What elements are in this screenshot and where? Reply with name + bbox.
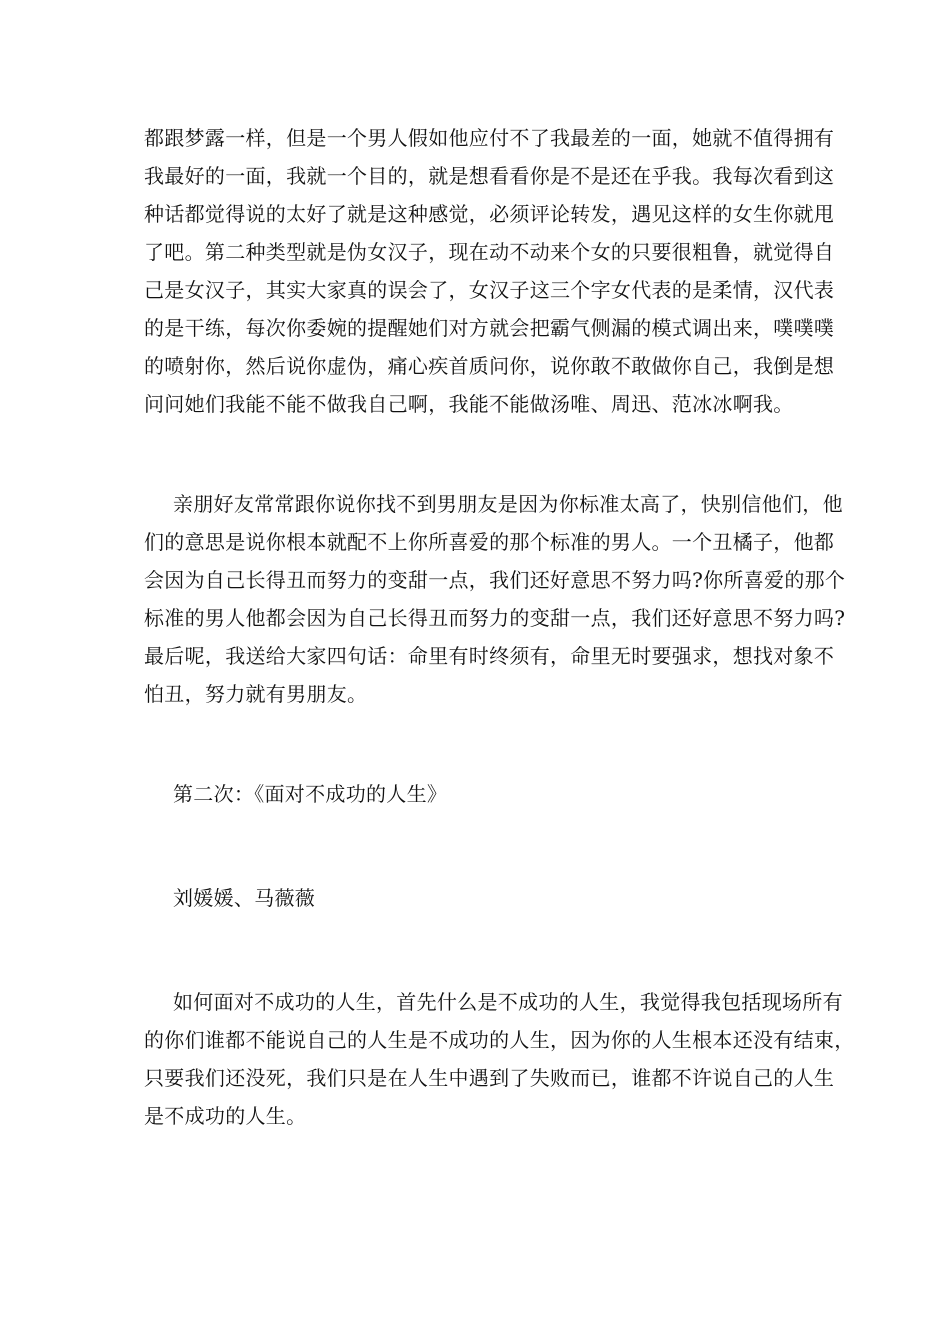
authors-line: 刘媛媛、马薇薇 [173,886,316,910]
text-line: 最后呢，我送给大家四句话：命里有时终须有，命里无时要强求，想找对象不 [144,644,835,668]
text-line: 种话都觉得说的太好了就是这种感觉，必须评论转发，遇见这样的女生你就甩 [144,202,835,226]
section-heading: 第二次：《面对不成功的人生》 [173,782,448,806]
text-line: 的你们谁都不能说自己的人生是不成功的人生，因为你的人生根本还没有结束， [144,1028,855,1052]
text-line: 只要我们还没死，我们只是在人生中遇到了失败而已，谁都不许说自己的人生 [144,1066,835,1090]
text-line: 如何面对不成功的人生，首先什么是不成功的人生，我觉得我包括现场所有 [173,990,843,1014]
text-line: 是不成功的人生。 [144,1104,307,1128]
text-line: 的喷射你，然后说你虚伪，痛心疾首质问你，说你敢不敢做你自己，我倒是想 [144,354,835,378]
text-line: 己是女汉子，其实大家真的误会了，女汉子这三个字女代表的是柔情，汉代表 [144,278,835,302]
text-line: 们的意思是说你根本就配不上你所喜爱的那个标准的男人。一个丑橘子，他都 [144,530,835,554]
text-line: 了吧。第二种类型就是伪女汉子，现在动不动来个女的只要很粗鲁，就觉得自 [144,240,835,264]
text-line: 都跟梦露一样，但是一个男人假如他应付不了我最差的一面，她就不值得拥有 [144,126,835,150]
text-line: 我最好的一面，我就一个目的，就是想看看你是不是还在乎我。我每次看到这 [144,164,835,188]
text-line: 标准的男人他都会因为自己长得丑而努力的变甜一点，我们还好意思不努力吗? [144,606,846,630]
text-line: 会因为自己长得丑而努力的变甜一点，我们还好意思不努力吗?你所喜爱的那个 [144,568,846,592]
text-line: 怕丑，努力就有男朋友。 [144,682,368,706]
text-line: 亲朋好友常常跟你说你找不到男朋友是因为你标准太高了，快别信他们，他 [173,492,843,516]
text-line: 的是干练，每次你委婉的提醒她们对方就会把霸气侧漏的模式调出来，噗噗噗 [144,316,835,340]
text-line: 问问她们我能不能不做我自己啊，我能不能做汤唯、周迅、范冰冰啊我。 [144,392,794,416]
